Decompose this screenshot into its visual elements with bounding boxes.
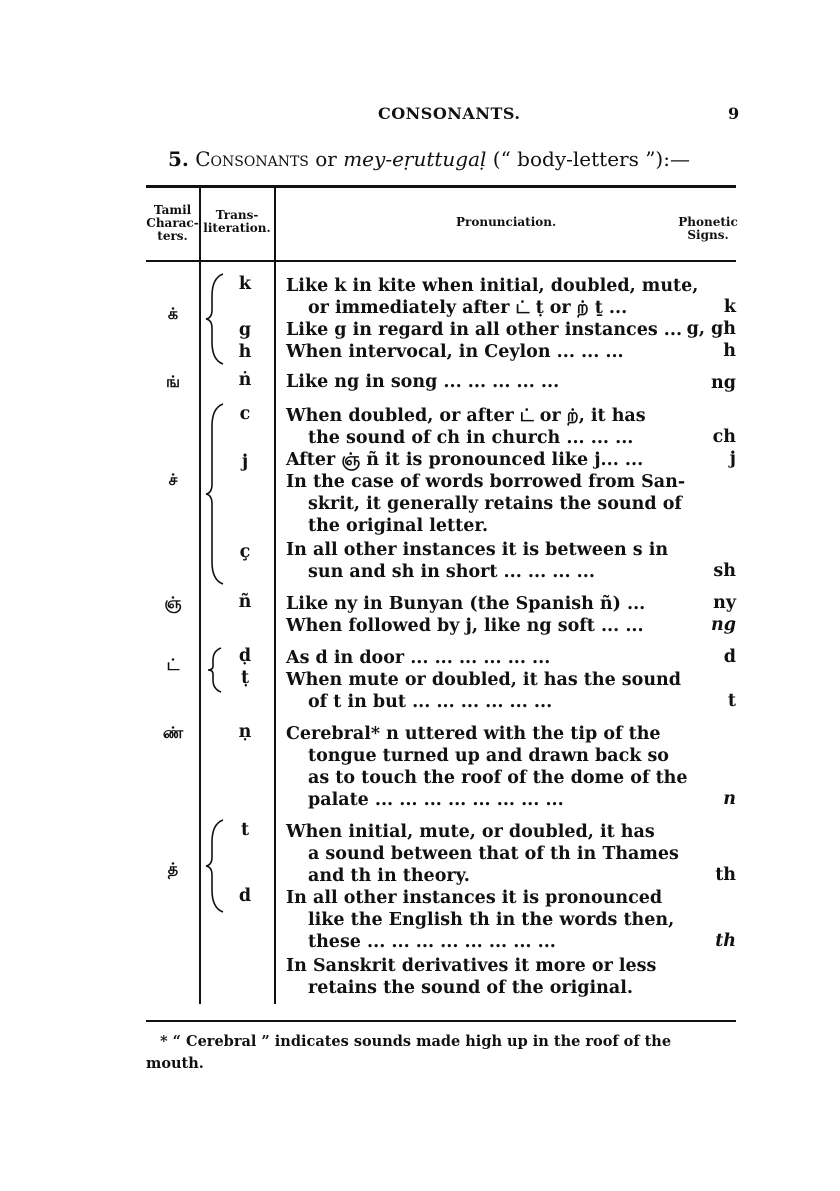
translit-value: h <box>238 342 252 362</box>
tamil-char: ச் <box>168 470 178 489</box>
translit-value: j <box>241 452 249 472</box>
pronunciation-line: Like ng in song ... ... ... ... ... <box>286 372 560 392</box>
section-label: Consonants <box>195 147 309 171</box>
header-transliteration: Trans- literation. <box>203 208 271 235</box>
translit-value: t <box>240 820 250 840</box>
phonetic-sign: k <box>723 297 736 317</box>
footnote <box>160 1031 671 1053</box>
pronunciation-line: the sound of ch in church ... ... ... <box>308 428 634 448</box>
translit-value: c <box>239 404 251 424</box>
phonetic-sign: g, gh <box>686 319 736 339</box>
pronunciation-line: the original letter. <box>308 516 489 536</box>
brace-k <box>204 272 226 366</box>
brace-d <box>206 646 224 694</box>
tamil-char: க் <box>167 304 179 323</box>
pronunciation-line: Like ny in Bunyan (the Spanish ñ) ... <box>286 594 646 614</box>
pronunciation-line: as to touch the roof of the dome of the <box>308 768 688 788</box>
pronunciation-line: When doubled, or after ட் or ற், it has <box>286 406 646 426</box>
pronunciation-line: Cerebral* n uttered with the tip of the <box>286 724 661 744</box>
section-tamil-term: mey-eṛuttugaḷ <box>343 147 487 171</box>
footnote-text: “ Cerebral ” indicates sounds made high up in the roof of the <box>172 1033 672 1050</box>
pronunciation-line: When mute or doubled, it has the sound <box>286 670 682 690</box>
header-pronunciation: Pronunciation. <box>456 215 557 229</box>
pronunciation-line: a sound between that of th in Thames <box>308 844 679 864</box>
phonetic-sign: th <box>715 865 736 885</box>
pronunciation-line: palate ... ... ... ... ... ... ... ... <box>308 790 564 810</box>
pronunciation-line: like the English th in the words then, <box>308 910 675 930</box>
phonetic-sign: ch <box>712 427 736 447</box>
phonetic-sign: h <box>723 341 736 361</box>
header-phonetic-signs: Phonetic Signs. <box>678 215 738 242</box>
pronunciation-line: skrit, it generally retains the sound of <box>308 494 682 514</box>
page-number: 9 <box>728 104 740 123</box>
pronunciation-line: In Sanskrit derivatives it more or less <box>286 956 657 976</box>
pronunciation-line: and th in theory. <box>308 866 470 886</box>
translit-value: ṭ <box>240 668 250 688</box>
translit-value: d <box>238 886 252 906</box>
section-gloss: (“ body-letters ”):— <box>492 147 690 171</box>
phonetic-sign: sh <box>713 561 736 581</box>
table-top-rule <box>146 185 736 188</box>
pronunciation-line: In all other instances it is between s in <box>286 540 669 560</box>
phonetic-sign: ny <box>713 593 736 613</box>
footnote-marker: * <box>160 1033 168 1050</box>
pronunciation-line: When followed by j, like ng soft ... ... <box>286 616 644 636</box>
pronunciation-line: As d in door ... ... ... ... ... ... <box>286 648 551 668</box>
pronunciation-line: In all other instances it is pronounced <box>286 888 663 908</box>
phonetic-sign: th <box>715 931 736 951</box>
pronunciation-line: Like g in regard in all other instances ... <box>286 320 683 340</box>
phonetic-sign: n <box>723 789 736 809</box>
pronunciation-line: When initial, mute, or doubled, it has <box>286 822 655 842</box>
column-divider-2 <box>274 186 276 1004</box>
tamil-char: ண் <box>162 723 184 742</box>
pronunciation-line: or immediately after ட் ṭ or ற் ṯ ... <box>308 298 628 318</box>
footnote-rule <box>146 1020 736 1022</box>
tamil-char: ஞ் <box>164 593 182 612</box>
table-header-rule <box>146 260 736 262</box>
pronunciation-line: tongue turned up and drawn back so <box>308 746 669 766</box>
brace-t <box>204 818 226 914</box>
pronunciation-line: In the case of words borrowed from San- <box>286 472 686 492</box>
header-tamil-characters: Tamil Charac- ters. <box>146 203 199 243</box>
translit-value: ñ <box>238 592 252 612</box>
pronunciation-line: When intervocal, in Ceylon ... ... ... <box>286 342 624 362</box>
tamil-char: ங் <box>165 372 180 391</box>
tamil-char: ட் <box>166 655 180 674</box>
pronunciation-line: Like k in kite when initial, doubled, mute, <box>286 276 699 296</box>
phonetic-sign: j <box>729 449 736 469</box>
pronunciation-line: sun and sh in short ... ... ... ... <box>308 562 595 582</box>
pronunciation-line: these ... ... ... ... ... ... ... ... <box>308 932 556 952</box>
section-number: 5. <box>168 147 189 171</box>
footnote-continuation: mouth. <box>146 1055 204 1072</box>
pronunciation-line: After ஞ் ñ it is pronounced like j... ... <box>286 450 644 470</box>
phonetic-sign: d <box>723 647 736 667</box>
translit-value: g <box>238 320 252 340</box>
translit-value: ṇ <box>238 722 252 742</box>
pronunciation-line: retains the sound of the original. <box>308 978 633 998</box>
phonetic-sign: t <box>727 691 736 711</box>
running-head-title: CONSONANTS. <box>378 104 521 123</box>
translit-value: ḍ <box>238 646 252 666</box>
phonetic-sign: ng <box>711 615 736 635</box>
section-title <box>168 147 690 171</box>
phonetic-sign: ng <box>711 373 736 393</box>
translit-value: ç <box>239 542 251 562</box>
pronunciation-line: of t in but ... ... ... ... ... ... <box>308 692 553 712</box>
translit-value: k <box>238 274 252 294</box>
brace-c <box>204 402 226 586</box>
section-connector: or <box>315 147 337 171</box>
column-divider-1 <box>199 186 201 1004</box>
translit-value: ṅ <box>238 370 252 390</box>
tamil-char: த் <box>167 859 179 878</box>
